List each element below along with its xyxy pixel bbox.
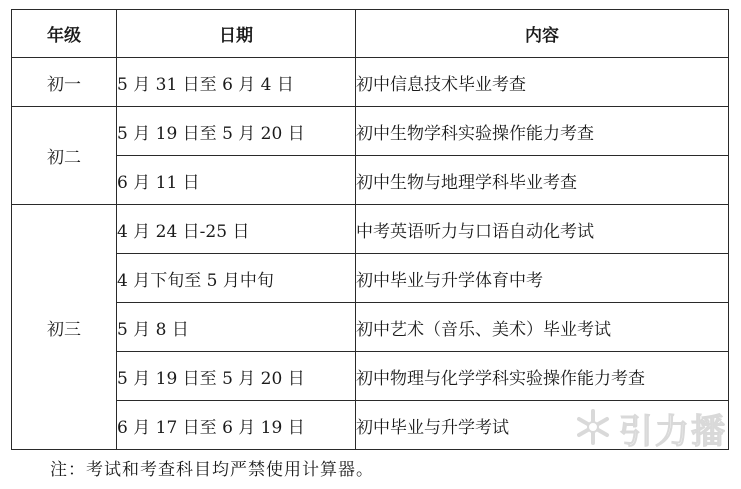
content-cell: 初中毕业与升学体育中考	[356, 254, 729, 303]
grade-cell: 初一	[12, 58, 117, 107]
content-cell: 初中生物学科实验操作能力考查	[356, 107, 729, 156]
content-cell: 初中生物与地理学科毕业考查	[356, 156, 729, 205]
table-header-row	[12, 10, 729, 58]
table-row	[12, 58, 729, 107]
content-cell: 初中艺术（音乐、美术）毕业考试	[356, 303, 729, 352]
date-cell: 6 月 11 日	[117, 156, 356, 205]
content-cell: 中考英语听力与口语自动化考试	[356, 205, 729, 254]
watermark-text: 引力播	[619, 412, 727, 452]
date-cell: 6 月 17 日至 6 月 19 日	[117, 401, 356, 450]
content-cell: 初中物理与化学学科实验操作能力考查	[356, 352, 729, 401]
snowflake-logo-icon	[573, 407, 613, 451]
date-cell: 5 月 8 日	[117, 303, 356, 352]
date-cell: 5 月 31 日至 6 月 4 日	[117, 58, 356, 107]
content-cell: 初中信息技术毕业考查	[356, 58, 729, 107]
exam-schedule-table	[11, 9, 729, 450]
table-row	[12, 303, 729, 352]
content-cell: 初中毕业与升学考试	[356, 401, 729, 450]
grade-cell: 初三	[12, 205, 117, 450]
table-row	[12, 107, 729, 156]
date-cell: 5 月 19 日至 5 月 20 日	[117, 352, 356, 401]
watermark	[573, 404, 727, 453]
header-content: 内容	[356, 10, 729, 58]
table-row	[12, 352, 729, 401]
date-cell: 5 月 19 日至 5 月 20 日	[117, 107, 356, 156]
table-row	[12, 156, 729, 205]
table-row	[12, 254, 729, 303]
date-cell: 4 月下旬至 5 月中旬	[117, 254, 356, 303]
table-row	[12, 205, 729, 254]
header-grade: 年级	[12, 10, 117, 58]
grade-cell: 初二	[12, 107, 117, 205]
date-cell: 4 月 24 日-25 日	[117, 205, 356, 254]
header-date: 日期	[117, 10, 356, 58]
footnote: 注：考试和考查科目均严禁使用计算器。	[50, 460, 374, 480]
